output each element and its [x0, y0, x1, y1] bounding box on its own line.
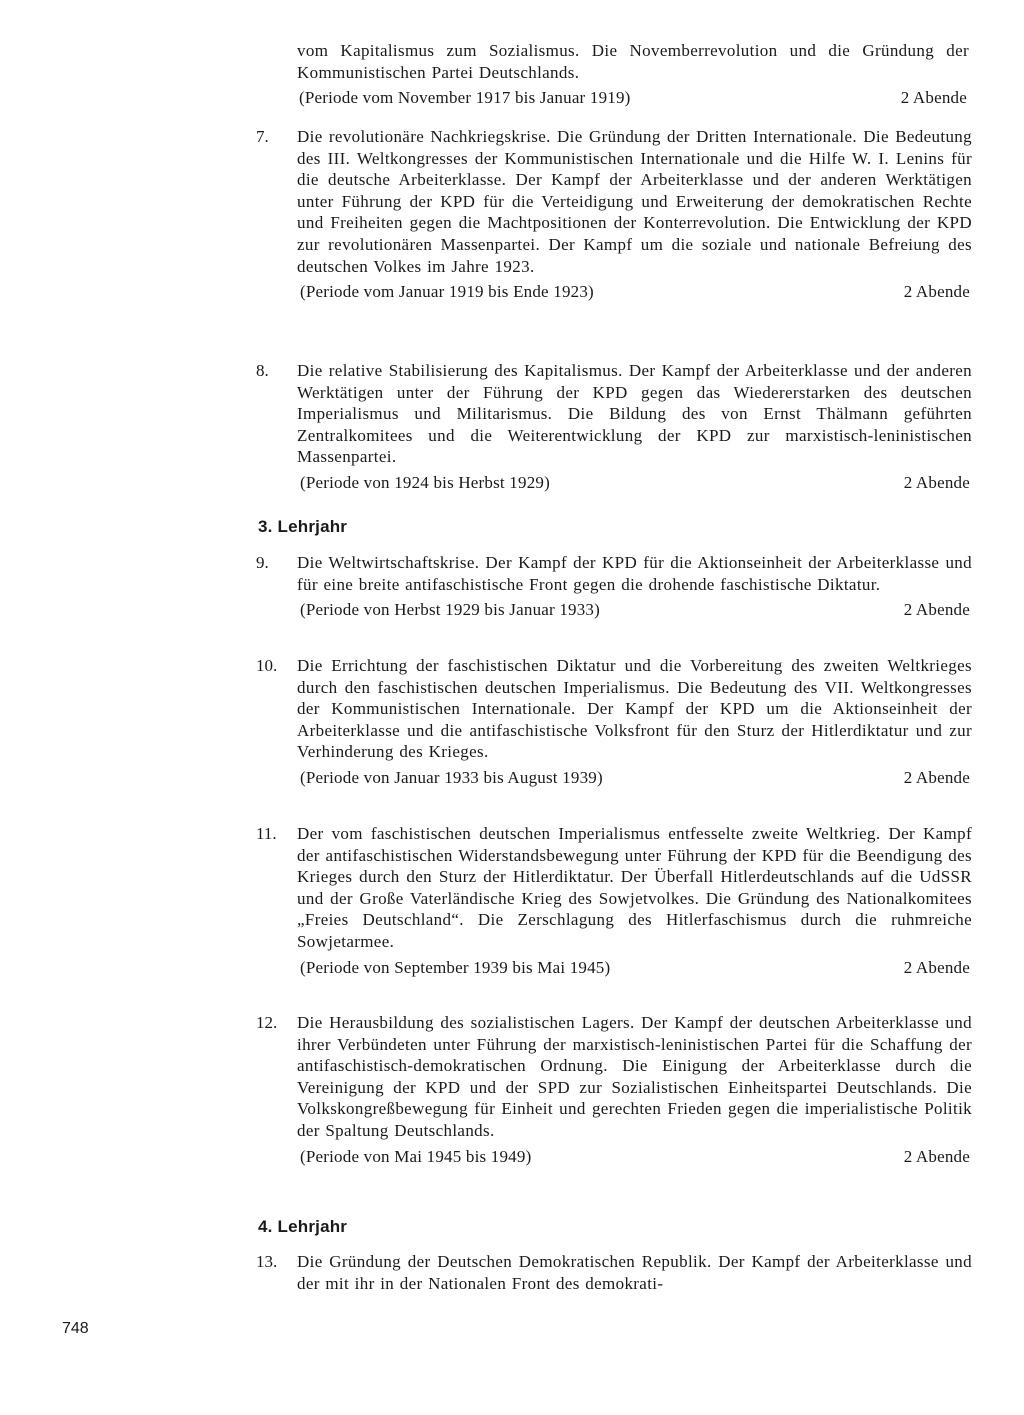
- period-text: (Periode von September 1939 bis Mai 1945): [300, 957, 611, 977]
- sessions-count: 2 Abende: [900, 88, 967, 108]
- item-number: 10.: [256, 656, 278, 675]
- sessions-count: 2 Abende: [903, 957, 970, 977]
- item-number: 8.: [256, 361, 269, 380]
- intro-continuation: [297, 40, 969, 109]
- period-text: (Periode von Januar 1933 bis August 1939): [300, 767, 603, 787]
- sessions-count: 2 Abende: [903, 472, 970, 492]
- period-text: (Periode vom November 1917 bis Januar 1919): [299, 88, 631, 108]
- item-number: 12.: [256, 1013, 278, 1032]
- period-text: (Periode von 1924 bis Herbst 1929): [300, 472, 550, 492]
- period-line: [297, 472, 972, 494]
- item-text: Die Gründung der Deutschen Demokratischen Republik. Der Kampf der Arbeiterklasse und der mit ihr in der Nationalen Front des demokrati-: [297, 1252, 972, 1293]
- item-text: Der vom faschistischen deutschen Imperialismus entfesselte zweite Weltkrieg. Der Kampf der antifaschistischen Widerstandsbewegung unter Führung der KPD für die Beendigung des Krieges durch den Sturz der Hitlerdiktatur. Der Überfall Hitlerdeutschlands auf die UdSSR und der Große Vaterländische Krieg des Sowjetvolkes. Die Gründung des Nationalkomitees „Freies Deutschland“. Die Zerschlagung des Hitlerfaschismus durch die ruhmreiche Sowjetarmee.: [297, 824, 972, 951]
- period-line: [297, 87, 969, 109]
- period-line: [297, 599, 972, 621]
- sessions-count: 2 Abende: [903, 282, 970, 302]
- list-item-10: [256, 655, 972, 789]
- list-item-11: [256, 823, 972, 978]
- period-text: (Periode von Herbst 1929 bis Januar 1933): [300, 600, 600, 620]
- list-item-7: [256, 126, 972, 303]
- period-text: (Periode von Mai 1945 bis 1949): [300, 1146, 532, 1166]
- sessions-count: 2 Abende: [903, 767, 970, 787]
- intro-text: vom Kapitalismus zum Sozialismus. Die Novemberrevolution und die Gründung der Kommunistischen Partei Deutschlands.: [297, 41, 969, 82]
- list-item-12: [256, 1012, 972, 1167]
- item-number: 7.: [256, 127, 269, 146]
- list-item-8: [256, 360, 972, 494]
- item-number: 13.: [256, 1252, 278, 1271]
- item-text: Die Errichtung der faschistischen Diktatur und die Vorbereitung des zweiten Weltkrieges durch den faschistischen deutschen Imperialismus. Die Bedeutung des VII. Weltkongresses der Kommunistischen Internationale. Der Kampf der KPD um die Aktionseinheit der Arbeiterklasse und die antifaschistische Volksfront für den Sturz der Hitlerdiktatur und zur Verhinderung des Krieges.: [297, 656, 972, 762]
- sessions-count: 2 Abende: [903, 1146, 970, 1166]
- period-line: [297, 767, 972, 789]
- period-line: [297, 281, 972, 303]
- period-line: [297, 1146, 972, 1168]
- period-line: [297, 957, 972, 979]
- period-text: (Periode vom Januar 1919 bis Ende 1923): [300, 282, 594, 302]
- list-item-9: [256, 552, 972, 621]
- section-heading-year-4: 4. Lehrjahr: [258, 1217, 348, 1236]
- item-text: Die Weltwirtschaftskrise. Der Kampf der KPD für die Aktionseinheit der Arbeiterklasse und für eine breite antifaschistische Front gegen die drohende faschistische Diktatur.: [297, 553, 972, 594]
- item-number: 9.: [256, 553, 269, 572]
- list-item-13: [256, 1251, 972, 1294]
- sessions-count: 2 Abende: [903, 600, 970, 620]
- item-number: 11.: [256, 824, 277, 843]
- item-text: Die revolutionäre Nachkriegskrise. Die Gründung der Dritten Internationale. Die Bedeutung des III. Weltkongresses der Kommunistischen Internationale und die Hilfe W. I. Lenins für die deutsche Arbeiterklasse. Der Kampf der Arbeiterklasse und der anderen Werktätigen unter Führung der KPD für die Verteidigung und Erweiterung der demokratischen Rechte und Freiheiten gegen die Machtpositionen der Konterrevolution. Die Entwicklung der KPD zur revolutionären Massenpartei. Der Kampf um die soziale und nationale Befreiung des deutschen Volkes im Jahre 1923.: [297, 127, 972, 276]
- section-heading-year-3: 3. Lehrjahr: [258, 517, 348, 536]
- item-text: Die relative Stabilisierung des Kapitalismus. Der Kampf der Arbeiterklasse und der anderen Werktätigen unter der Führung der KPD gegen das Wiedererstarken des deutschen Imperialismus und Militarismus. Die Bildung des von Ernst Thälmann geführten Zentralkomitees und die Weiterentwicklung der KPD zur marxistisch-leninistischen Massenpartei.: [297, 361, 972, 467]
- page-number: 748: [62, 1320, 89, 1337]
- item-text: Die Herausbildung des sozialistischen Lagers. Der Kampf der deutschen Arbeiterklasse und ihrer Verbündeten unter Führung der marxistisch-leninistischen Partei für die Schaffung der antifaschistisch-demokratischen Ordnung. Die Einigung der Arbeiterklasse durch die Vereinigung der KPD und der SPD zur Sozialistischen Einheitspartei Deutschlands. Die Volkskongreßbewegung für Einheit und gerechten Frieden gegen die imperialistische Politik der Spaltung Deutschlands.: [297, 1013, 972, 1140]
